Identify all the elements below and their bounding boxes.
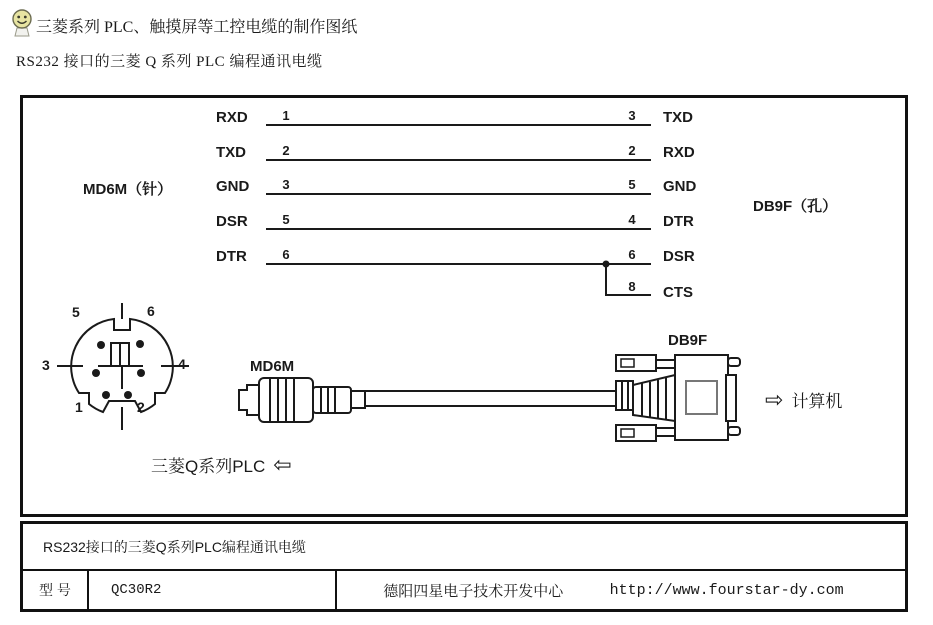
right-signal-label: RXD [663, 144, 695, 161]
md6m-face-pins-dots [92, 340, 145, 399]
company-name: 德阳四星电子技术开发中心 [383, 582, 564, 600]
left-pin-number: 6 [282, 247, 290, 262]
right-signal-label: DSR [663, 248, 695, 265]
md6m-face-pin-3: 3 [42, 357, 50, 373]
md6m-face-pin-2: 2 [137, 399, 145, 415]
right-pin-number: 4 [628, 212, 636, 227]
left-pin-number: 3 [282, 177, 290, 192]
right-pin-number: 3 [628, 108, 636, 123]
left-signal-label: DTR [216, 248, 247, 265]
db9f-plug-label: DB9F [668, 332, 708, 349]
left-connector-label: MD6M（针） [83, 181, 173, 198]
md6m-plug-label: MD6M [250, 358, 295, 375]
company-website-link[interactable]: http://www.fourstar-dy.com [609, 581, 844, 599]
left-block-arrow-icon: ⇦ [273, 451, 292, 477]
table-title-row [23, 524, 905, 571]
md6m-plug-drawing [239, 378, 365, 422]
left-signal-label: RXD [216, 109, 248, 126]
left-pin-number: 1 [282, 108, 290, 123]
right-connector-label: DB9F（孔） [753, 198, 838, 215]
jumper-signal-label: CTS [663, 284, 693, 301]
right-pin-number: 6 [628, 247, 636, 262]
right-signal-label: DTR [663, 213, 694, 230]
jumper-pin-number: 8 [628, 279, 636, 294]
company-cell [337, 571, 905, 609]
left-device-label [151, 452, 292, 477]
left-signal-label: GND [216, 178, 250, 195]
smiley-icon [10, 9, 34, 44]
page-subtitle: RS232 接口的三菱 Q 系列 PLC 编程通讯电缆 [16, 54, 323, 70]
cable-description: RS232接口的三菱Q系列PLC编程通讯电缆 [43, 538, 306, 555]
md6m-face-pin-1: 1 [75, 399, 83, 415]
left-signal-label: DSR [216, 213, 248, 230]
right-device-label [765, 387, 842, 412]
db9f-plug-drawing [616, 355, 740, 441]
left-pin-number: 2 [282, 143, 290, 158]
right-device-text: 计算机 [791, 392, 843, 411]
md6m-face-pin-5: 5 [72, 304, 80, 320]
right-pin-number: 5 [628, 177, 636, 192]
right-signal-label: TXD [663, 109, 693, 126]
left-signal-label: TXD [216, 144, 246, 161]
right-block-arrow-icon: ⇨ [765, 386, 784, 412]
model-value-cell: QC30R2 [89, 571, 337, 609]
wiring-diagram-panel [20, 95, 908, 517]
page-title: 三菱系列 PLC、触摸屏等工控电缆的制作图纸 [36, 19, 358, 36]
md6m-face-pin-6: 6 [147, 303, 155, 319]
model-label-cell: 型 号 [23, 571, 89, 609]
table-model-row [23, 571, 905, 609]
title-block-table [20, 521, 908, 612]
cable-lines [365, 391, 616, 406]
left-pin-number: 5 [282, 212, 290, 227]
md6m-face-pin-4: 4 [178, 356, 186, 372]
junction-dot [603, 261, 610, 268]
left-device-text: 三菱Q系列PLC [151, 457, 266, 476]
right-pin-number: 2 [628, 143, 636, 158]
right-signal-label: GND [663, 178, 697, 195]
